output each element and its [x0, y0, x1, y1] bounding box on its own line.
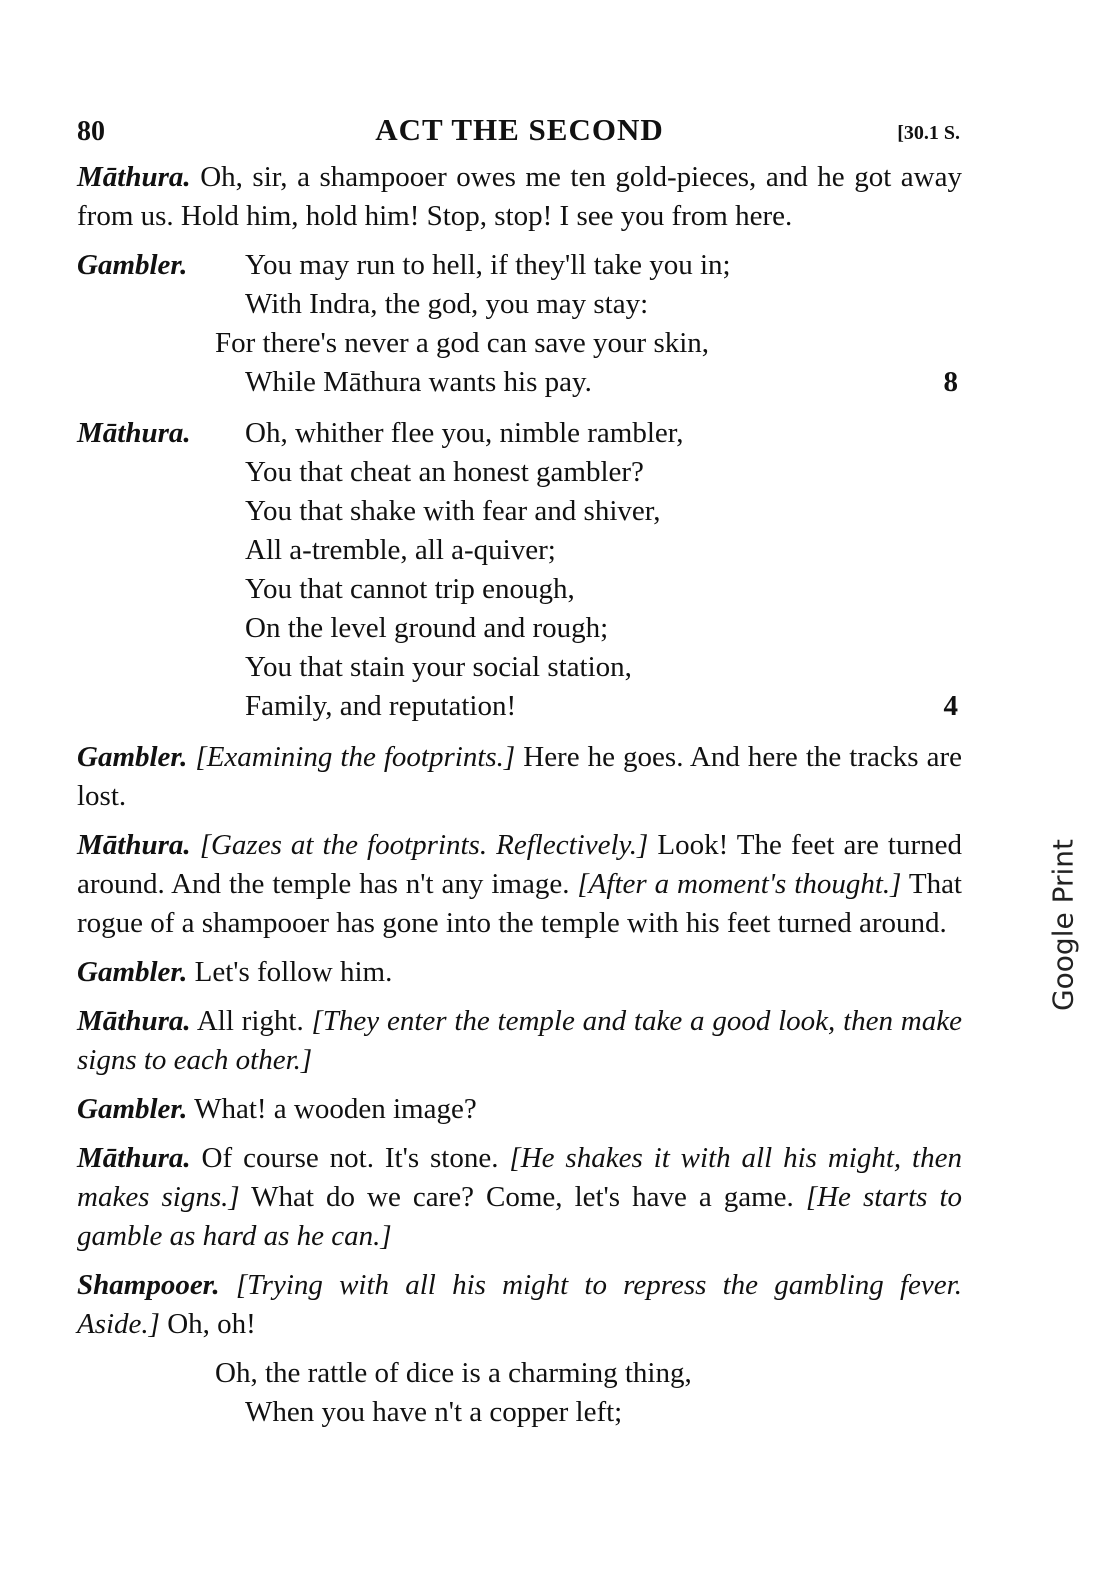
speech-text: Here he goes. And here the tracks are lost. — [77, 741, 962, 812]
speech-text: That rogue of a shampooer has gone into the temple with his feet turned around. — [77, 868, 962, 939]
verse-line: You that shake with fear and shiver, — [245, 495, 661, 527]
verse-line: For there's never a god can save your skin, — [215, 327, 710, 359]
dialogue-paragraph — [77, 738, 962, 816]
dialogue-paragraph — [77, 1139, 962, 1256]
stage-direction: [He shakes it with all his might, then makes signs.] — [77, 1142, 962, 1213]
verse-line: You that stain your social station, — [245, 651, 632, 683]
verse-stanza — [77, 246, 962, 402]
verse-line: On the level ground and rough; — [245, 612, 609, 644]
speaker-name: Māthura. — [77, 1142, 191, 1174]
stage-direction: [Gazes at the footprints. Reflectively.] — [199, 829, 649, 861]
dialogue-paragraph — [77, 158, 962, 236]
dialogue-paragraph — [77, 826, 962, 943]
verse-stanza — [77, 414, 962, 726]
page-title: ACT THE SECOND — [375, 112, 664, 147]
verse-line: You that cheat an honest gambler? — [245, 456, 644, 488]
watermark-label — [1043, 790, 1083, 1060]
speech-text: Oh, oh! — [159, 1308, 256, 1340]
speaker-name: Shampooer. — [77, 1269, 220, 1301]
dialogue-paragraph — [77, 953, 962, 992]
stage-direction: [Trying with all his might to repress the gambling fever. Aside.] — [77, 1269, 962, 1340]
speaker-name: Gambler. — [77, 249, 188, 281]
speech-text: Look! The feet are turned around. And the temple has n't any image. — [77, 829, 963, 900]
watermark-text: Google Print — [1046, 838, 1080, 1012]
speech-text: What! a wooden image? — [187, 1093, 477, 1125]
dialogue-paragraph — [77, 1090, 962, 1129]
verse-line: With Indra, the god, you may stay: — [245, 288, 649, 320]
stage-direction: [After a moment's thought.] — [577, 868, 902, 900]
stage-direction: [He starts to gamble as hard as he can.] — [77, 1181, 963, 1252]
speaker-name: Gambler. — [77, 1093, 188, 1125]
speech-text: Let's follow him. — [187, 956, 393, 988]
verse-line: All a-tremble, all a-quiver; — [245, 534, 556, 566]
verse-line: You may run to hell, if they'll take you in; — [245, 249, 731, 281]
speaker-name: Māthura. — [77, 829, 191, 861]
verse-line: Family, and reputation! — [245, 690, 517, 722]
verse-line: You that cannot trip enough, — [245, 573, 575, 605]
speech-text: What do we care? Come, let's have a game. — [239, 1181, 806, 1213]
speaker-name: Gambler. — [77, 956, 188, 988]
stage-direction: [Examining the footprints.] — [195, 741, 516, 773]
speaker-name: Gambler. — [77, 741, 188, 773]
speaker-name: Māthura. — [77, 1005, 191, 1037]
verse-number: 4 — [943, 690, 958, 722]
page-header — [77, 112, 962, 152]
verse-line: Oh, the rattle of dice is a charming thing, — [215, 1357, 692, 1389]
dialogue-paragraph — [77, 1266, 962, 1344]
stage-direction: [They enter the temple and take a good look, then make signs to each other.] — [77, 1005, 962, 1076]
speech-text: All right. — [190, 1005, 312, 1037]
section-reference: [30.1 S. — [897, 122, 960, 144]
speaker-name: Māthura. — [77, 417, 191, 449]
verse-line: While Māthura wants his pay. — [245, 366, 592, 398]
page-number: 80 — [77, 116, 105, 147]
speech-text: Oh, sir, a shampooer owes me ten gold-pieces, and he got away from us. Hold him, hold him! Stop, stop! I see you from here. — [77, 161, 962, 232]
speech-text: Of course not. It's stone. — [190, 1142, 510, 1174]
verse-number: 8 — [943, 366, 958, 398]
dialogue-paragraph — [77, 1002, 962, 1080]
book-page — [77, 112, 962, 1444]
verse-line: When you have n't a copper left; — [245, 1396, 623, 1428]
speaker-name: Māthura. — [77, 161, 191, 193]
verse-line: Oh, whither flee you, nimble rambler, — [245, 417, 684, 449]
verse-stanza — [77, 1354, 962, 1432]
